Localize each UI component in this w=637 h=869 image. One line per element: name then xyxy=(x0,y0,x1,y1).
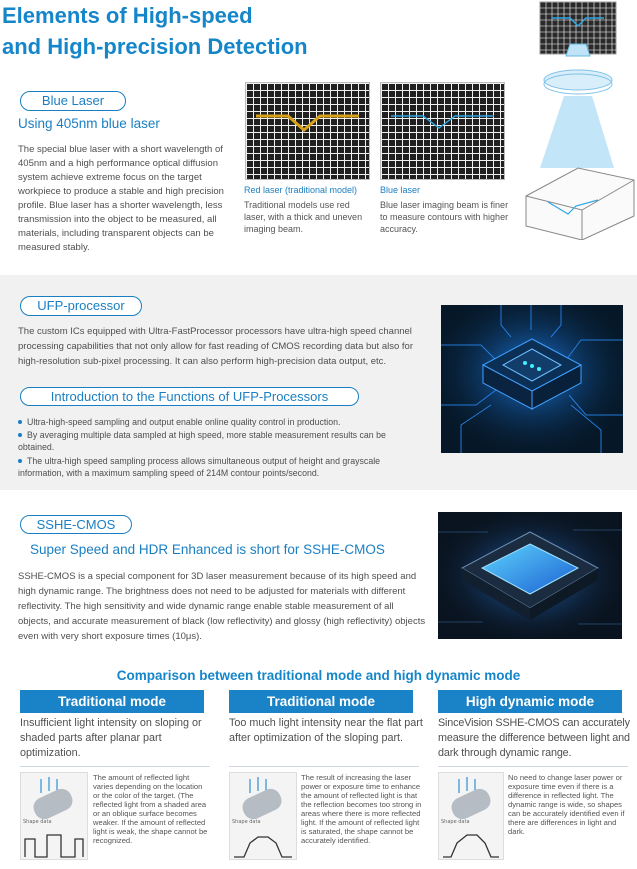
mode-note-traditional-1: The amount of reflected light varies depending on the location or the color of the target. (The reflected light from a shaded area or an oblique surface becomes weaker. If the amount of reflected light is weak, the shape cannot be recognized. xyxy=(93,773,208,845)
bullet-icon xyxy=(18,420,22,424)
sshe-cmos-image xyxy=(438,512,622,639)
shape-data-label: Shape data xyxy=(232,819,261,825)
blue-laser-beam-image xyxy=(380,82,505,180)
ufp-body: The custom ICs equipped with Ultra-FastProcessor processors have ultra-high speed channel processing capabilities that not only allow for fast reading of CMOS recording data but also for high-resolution sub-pixel processing. It can also perform high-precision data output, etc. xyxy=(18,326,413,367)
blue-laser-body: The special blue laser with a short wavelength of 405nm and a high performance optical diffusion system achieve extreme focus on the target workpiece to produce a stable and high precision profile. Blue laser has a shorter wavelength, less transmission into the object to be measured, all materials, including transparent objects can be measured stably. xyxy=(18,144,224,253)
mode-desc-high-dynamic: SinceVision SSHE-CMOS can accurately measure the difference between light and dark through dynamic range. xyxy=(438,717,630,759)
blue-laser-pill: Blue Laser xyxy=(20,91,126,111)
comparison-title: Comparison between traditional mode and high dynamic mode xyxy=(116,668,521,683)
ufp-chip-image xyxy=(441,305,623,453)
sshe-pill: SSHE-CMOS xyxy=(20,515,132,534)
sshe-body: SSHE-CMOS is a special component for 3D laser measurement because of its high speed and high dynamic range. The brightness does not need to be adjusted for materials with different reflectivity. The high sensitivity and wide dynamic range enable stable measurement of all objects, and accurate measurement of black (low reflectivity) and glossy (high reflectivity) objects even with very short exposure times (10μs). xyxy=(18,571,426,642)
page-title-line2: and High-precision Detection xyxy=(2,34,308,59)
shape-thumbnail-1 xyxy=(20,772,88,860)
divider xyxy=(438,766,628,767)
divider xyxy=(20,766,210,767)
ufp-bullet-1: Ultra-high-speed sampling and output enable online quality control in production. xyxy=(18,416,423,428)
mode-header-traditional-1: Traditional mode xyxy=(20,690,204,713)
mode-note-traditional-2: The result of increasing the laser power or exposure time to enhance the amount of reflected light is that the reflection becomes too strong in areas where there is more reflected light. If the amount of reflected light is saturated, the shape cannot be accurately identified. xyxy=(301,773,422,845)
shape-data-label: Shape data xyxy=(23,819,52,825)
laser-sensor-illustration xyxy=(518,0,637,240)
mode-desc-traditional-2: Too much light intensity near the flat part after optimization of the sloping part. xyxy=(229,717,423,744)
red-beam-line xyxy=(256,116,359,130)
blue-laser-caption: Blue laser xyxy=(380,185,421,195)
shape-data-label: Shape data xyxy=(441,819,470,825)
blue-beam-line xyxy=(391,116,494,128)
ufp-bullet-3: The ultra-high speed sampling process allows simultaneous output of height and grayscale information, with a maximum sampling speed of 214M contour points/second. xyxy=(18,456,381,478)
divider xyxy=(229,766,419,767)
ufp-bullet-2: By averaging multiple data sampled at high speed, more stable measurement results can be obtained. xyxy=(18,430,386,452)
ufp-pill: UFP-processor xyxy=(20,296,142,316)
red-laser-caption: Red laser (traditional model) xyxy=(244,185,358,195)
red-laser-text: Traditional models use red laser, with a thick and uneven imaging beam. xyxy=(244,200,363,234)
mode-header-traditional-2: Traditional mode xyxy=(229,690,413,713)
ufp-intro-pill: Introduction to the Functions of UFP-Processors xyxy=(20,387,359,406)
mode-note-high-dynamic: No need to change laser power or exposure time even if there is a difference in reflected light. The dynamic range is wide, so shapes can be accurately identified even if there are differences in light and dark. xyxy=(508,773,625,836)
blue-laser-text: Blue laser imaging beam is finer to measure contours with higher accuracy. xyxy=(380,200,509,234)
page-title xyxy=(2,0,422,62)
mode-header-high-dynamic: High dynamic mode xyxy=(438,690,622,713)
shape-thumbnail-3 xyxy=(438,772,504,860)
bullet-icon xyxy=(18,433,22,437)
page-title-line1: Elements of High-speed xyxy=(2,3,253,28)
shape-thumbnail-2 xyxy=(229,772,297,860)
blue-laser-subhead: Using 405nm blue laser xyxy=(18,116,160,131)
sshe-subhead: Super Speed and HDR Enhanced is short for SSHE-CMOS xyxy=(30,542,385,557)
mode-desc-traditional-1: Insufficient light intensity on sloping or shaded parts after planar part optimization. xyxy=(20,717,202,759)
bullet-icon xyxy=(18,459,22,463)
red-laser-beam-image xyxy=(245,82,370,180)
